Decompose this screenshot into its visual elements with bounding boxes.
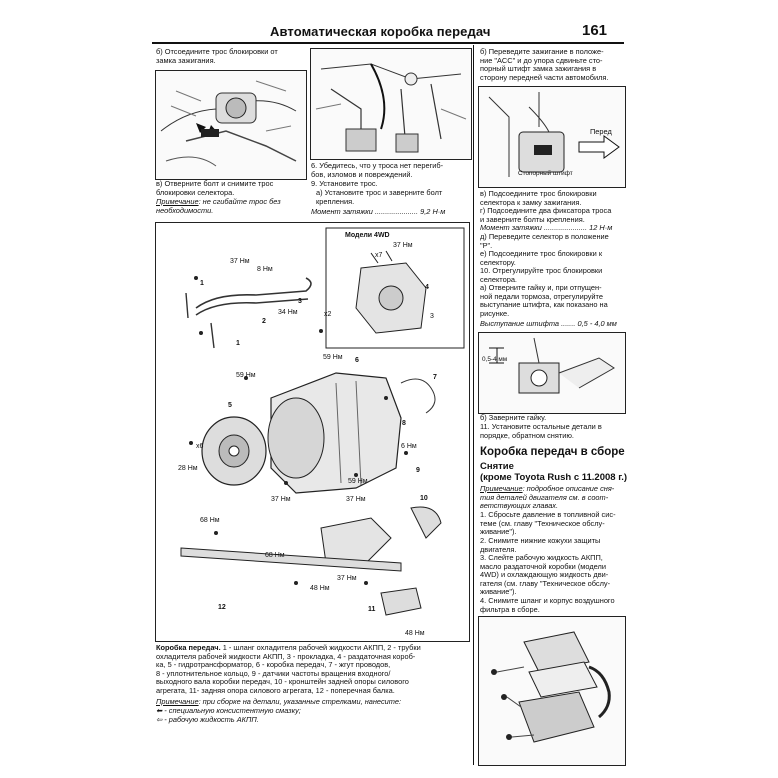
qty-label: x6 [196,443,204,450]
torque-label: 8 Нм [257,266,273,273]
col2-step-9a: а) Установите трос и заверните болт крепления. [316,188,443,206]
col1-step-v: в) Отверните болт и снимите трос блокировки селектора. [156,179,274,197]
part-number-2: 2 [262,318,266,325]
caption-note-text: : при сборке на детали, указанные стрелками, нанесите: [198,697,402,706]
col3-step-g: г) Подсоедините два фиксатора троса и заверните болты крепления. [480,206,612,224]
col3-torque: Момент затяжки ..................... 12 Н·м [480,223,613,232]
col2-torque: Момент затяжки ..................... 9,2 Н·м [311,207,446,216]
torque-label: 37 Нм [230,258,250,265]
part-number-7: 7 [433,374,437,381]
col3-step-b: б) Переведите зажигание в положе- ние "ACC" и до упора сдвиньте сто- порный штифт замка зажигания в сторону передней части автомобиля. [480,47,609,82]
legend-atf [156,716,259,725]
torque-label: 37 Нм [337,575,357,582]
col2-step-6: 6. Убедитесь, что у троса нет перегиб- бов, изломов и повреждений. [311,161,444,179]
figure-shift-cable-route [310,48,472,160]
col3-step-e: е) Подсоедините трос блокировки к селектору. [480,249,603,267]
figure-air-filter-housing [478,616,626,766]
part-number-9: 9 [416,467,420,474]
caption-text: 1 - шланг охладителя рабочей жидкости АКПП, 2 - трубки охладителя рабочей жидкости АКПП, 3 - прокладка, 4 - раздаточная короб- ка, 5 - гидротрансформатор, 6 - коробка передач, 7 - жгут проводов, 8 - уплотнительное кольцо, 9 - датчики частоты вращения входного/ выходного вала коробки передач, 10 - кронштейн задней опоры силового агрегата, 11- задняя опора силового агрегата, 12 - поперечная балка. [156,643,421,695]
torque-label: 34 Нм [278,309,298,316]
fig-label-stopper-pin: Стопорный штифт [518,170,573,177]
col1-step-b: б) Отсоедините трос блокировки от замка зажигания. [156,47,278,65]
header-rule [152,42,624,44]
torque-label: 59 Нм [323,354,343,361]
figure-cable-lock-ignition [155,70,307,180]
col3-s3: 3. Слейте рабочую жидкость АКПП, масло раздаточной коробки (модели 4WD) и охлаждающую жидкость дви- гателя (см. главу "Техническое обслу- живание"). [480,553,611,597]
col3-note [480,485,614,511]
part-number-10: 10 [420,495,428,502]
qty-label: x7 [375,252,383,259]
col1-note-label: Примечание [156,197,199,206]
col1-note-text: : не сгибайте трос без необходимости. [156,197,281,215]
column-divider [473,220,474,765]
col3-s1: 1. Сбросьте давление в топливной сис- теме (см. главу "Техническое обслу- живание"). [480,510,616,537]
torque-label: 48 Нм [405,630,425,637]
torque-label: 68 Нм [200,517,220,524]
col2-step-9: 9. Установите трос. [311,179,378,188]
torque-label: 37 Нм [271,496,291,503]
figure-caption [156,644,421,696]
inset-title: Модели 4WD [345,232,390,239]
qty-label: x2 [324,311,332,318]
torque-label: 6 Нм [401,443,417,450]
part-number-4: 4 [425,284,429,291]
outline-arrow-icon: ⇦ [156,715,165,724]
torque-label: 59 Нм [236,372,256,379]
figure-pin-protrusion [478,332,626,414]
torque-label: 37 Нм [346,496,366,503]
subsection-title: Снятие [480,461,514,472]
part-number-6: 6 [355,357,359,364]
col3-step-b2: б) Заверните гайку. [480,413,547,422]
part-number-3-inset: 3 [430,313,434,320]
fig-label-front: Перед [590,127,612,136]
page-number: 161 [582,22,608,39]
subsection-title-scope: (кроме Toyota Rush с 11.2008 г.) [480,472,627,483]
col3-pin-spec: Выступание штифта ....... 0,5 - 4,0 мм [480,319,617,328]
col3-step-10: 10. Отрегулируйте трос блокировки селектора. [480,266,603,284]
caption-note-label: Примечание [156,697,199,706]
col3-s2: 2. Снимите нижние кожухи защиты двигателя. [480,536,601,554]
col3-note-text: : подробное описание сня- тия деталей двигателя см. в соот- ветствующих главах. [480,484,615,511]
caption-title: Коробка передач. [156,643,221,652]
col3-note-label: Примечание [480,484,523,493]
torque-label: 59 Нм [348,478,368,485]
torque-label: 48 Нм [310,585,330,592]
part-number-11: 11 [368,606,376,613]
solid-arrow-icon: ⬅ [156,706,165,715]
col1-note [156,198,281,215]
part-number-3: 3 [298,298,302,305]
col3-s4: 4. Снимите шланг и корпус воздушного фильтра в сборе. [480,596,615,614]
legend-grease-text: - специальную консистентную смазку; [164,706,301,715]
page-header-title: Автоматическая коробка передач [270,24,491,39]
section-title: Коробка передач в сборе [480,446,625,458]
column-divider-top [473,45,474,220]
part-number-8: 8 [402,420,406,427]
fig-label-dimension: 0,5-4 мм [482,356,508,363]
part-number-1: 1 [200,280,204,287]
torque-label: 28 Нм [178,465,198,472]
torque-label: 37 Нм [393,242,413,249]
torque-label: 68 Нм [265,552,285,559]
legend-atf-text: - рабочую жидкость АКПП. [164,715,259,724]
part-number-5: 5 [228,402,232,409]
col3-step-11: 11. Установите остальные детали в порядке, обратном снятию. [480,422,602,440]
col3-step-v: в) Подсоедините трос блокировки селектора к замку зажигания. [480,189,597,207]
col3-step-d: д) Переведите селектор в положение "P". [480,232,609,250]
col3-step-10a: а) Отверните гайку и, при отпущен- ной педали тормоза, отрегулируйте выступание штифта, как показано на рисунке. [480,283,608,318]
part-number-1-lower: 1 [236,340,240,347]
part-number-12: 12 [218,604,226,611]
